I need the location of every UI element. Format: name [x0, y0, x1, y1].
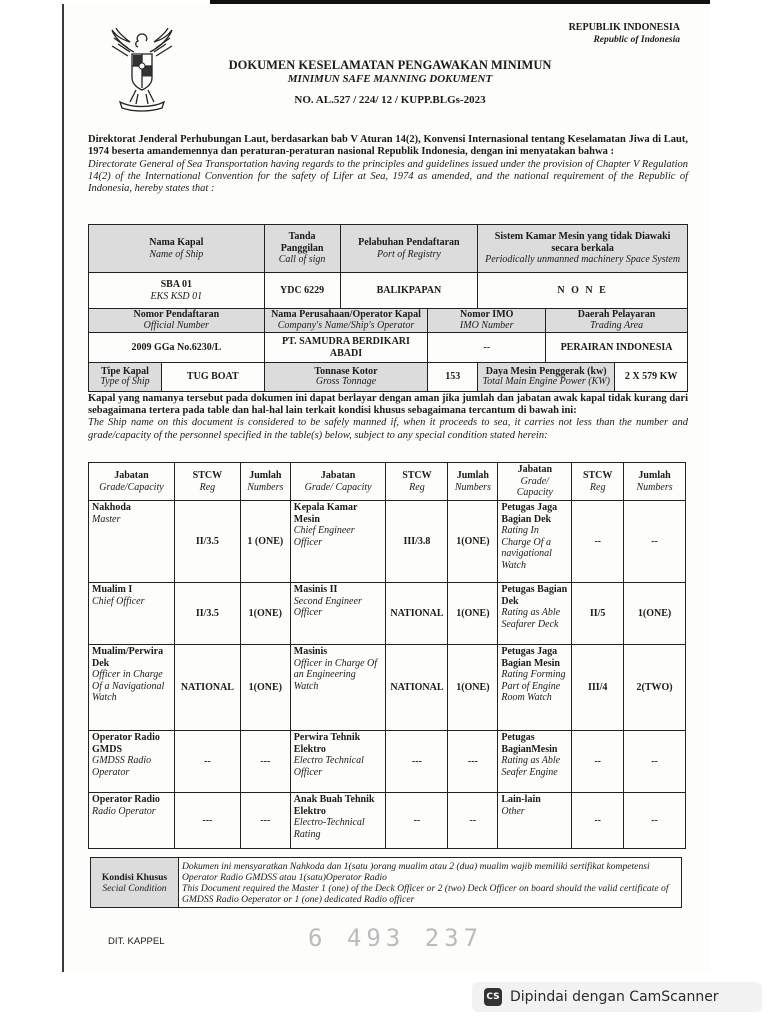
camscanner-icon: CS — [484, 988, 502, 1006]
header-company: Nama Perusahaan/Operator Kapal Company's Name/Ship's Operator — [264, 309, 428, 333]
crew-grade-cell: Mualim I Chief Officer — [89, 583, 175, 645]
header-trading-area: Daerah Pelayaran Trading Area — [546, 309, 688, 333]
crew-grade-cell: Masinis Officer in Charge Of an Engineering Watch — [290, 645, 386, 731]
special-condition-table — [90, 857, 682, 908]
crew-grade-cell: Perwira Tehnik Elektro Electro Technical Officer — [290, 731, 386, 793]
crew-header-6: Jabatan Grade/ Capacity — [498, 463, 572, 501]
call-sign-value: YDC 6229 — [264, 273, 340, 309]
crew-number-cell: 1(ONE) — [624, 583, 686, 645]
intro-id: Direktorat Jenderal Perhubungan Laut, berdasarkan bab V Aturan 14(2), Konvensi Internasional tentang Keselamatan Jiwa di Laut, 1974 beserta amandemennya dan peraturan-peraturan nasional Republik Indonesia, dengan ini menyatakan bahwa : — [88, 134, 688, 158]
manning-statement-en: The Ship name on this document is considered to be safely manned if, when it proceeds to sea, it carries not less than the number and grade/capacity of the personnel specified in the table(s) below, subject to any special condition stated herein: — [88, 417, 688, 441]
engine-power-value: 2 X 579 KW — [624, 370, 678, 382]
crew-number-cell: 2(TWO) — [624, 645, 686, 731]
crew-table-row — [89, 583, 686, 645]
crew-number-cell: 1(ONE) — [240, 645, 290, 731]
garuda-emblem-icon — [108, 28, 176, 114]
trading-area-value: PERAIRAN INDONESIA — [546, 333, 688, 363]
crew-table-row — [89, 645, 686, 731]
header-engine-power-en: Total Main Engine Power (KW) — [482, 376, 610, 387]
crew-header-1: STCW Reg — [174, 463, 240, 501]
intro-en: Directorate General of Sea Transportation having regards to the principles and guidelines issued under the provision of Chapter V Regulation 14(2) of the International Convention for the safety of Lifer at Sea, 1974 as amended, and the national requirement of the Republic of Indonesia, hereby states that : — [88, 158, 688, 195]
crew-number-cell: 1(ONE) — [448, 645, 498, 731]
header-engine-power: Daya Mesin Penggerak (kw) — [485, 365, 607, 377]
crew-table-header — [89, 463, 686, 501]
header-port-registry: Pelabuhan Pendaftaran Port of Registry — [340, 225, 478, 273]
crew-header-4: STCW Reg — [386, 463, 448, 501]
crew-number-cell: 1(ONE) — [448, 501, 498, 583]
crew-header-2: Jumlah Numbers — [240, 463, 290, 501]
crew-number-cell: -- — [448, 793, 498, 849]
crew-grade-cell: Petugas Bagian Dek Rating as Able Seafarer Deck — [498, 583, 572, 645]
crew-stcw-cell: -- — [572, 793, 624, 849]
republic-id: REPUBLIK INDONESIA — [568, 22, 680, 33]
ship-name-cell: SBA 01 EKS KSD 01 — [89, 273, 265, 309]
republic-header — [560, 22, 680, 46]
crew-grade-cell: Kepala Kamar Mesin Chief Engineer Officer — [290, 501, 386, 583]
crew-stcw-cell: -- — [174, 731, 240, 793]
ship-type-value: TUG BOAT — [186, 370, 239, 382]
port-value: BALIKPAPAN — [340, 273, 478, 309]
header-gross-tonnage: Tonnase Kotor Gross Tonnage — [264, 363, 428, 392]
crew-grade-cell: Operator Radio Radio Operator — [89, 793, 175, 849]
company-value: PT. SAMUDRA BERDIKARI ABADI — [264, 333, 428, 363]
crew-number-cell: 1(ONE) — [448, 583, 498, 645]
crew-stcw-cell: II/3.5 — [174, 583, 240, 645]
crew-header-0: Jabatan Grade/Capacity — [89, 463, 175, 501]
special-condition-text — [179, 858, 682, 908]
crew-table-row — [89, 501, 686, 583]
crew-header-3: Jabatan Grade/ Capacity — [290, 463, 386, 501]
crew-table-row — [89, 731, 686, 793]
special-condition-en: This Document required the Master 1 (one) of the Deck Officer or 2 (two) Deck Officer on board should the valid certificate of GMDSS Radio Oeperator or 1 (one) dedicated Radio officer — [182, 882, 669, 905]
department-label: DIT. KAPPEL — [108, 936, 165, 947]
special-condition-id: Dokumen ini mensyaratkan Nahkoda dan 1(satu )orang mualim atau 2 (dua) mualim wajib memiliki sertifikat kompetensi Operator Radio GMDSS atau 1(satu)Operator Radio — [182, 860, 650, 883]
intro-paragraph — [88, 134, 688, 195]
crew-stcw-cell: III/3.8 — [386, 501, 448, 583]
crew-grade-cell: Anak Buah Tehnik Elektro Electro-Technical Rating — [290, 793, 386, 849]
crew-grade-cell: Lain-lain Other — [498, 793, 572, 849]
crew-number-cell: --- — [240, 731, 290, 793]
ship-particulars-table — [88, 224, 688, 392]
engine-power-cell — [478, 363, 688, 392]
republic-en: Republic of Indonesia — [593, 35, 680, 45]
crew-stcw-cell: -- — [572, 501, 624, 583]
crew-header-8: Jumlah Numbers — [624, 463, 686, 501]
official-number-value: 2009 GGa No.6230/L — [89, 333, 265, 363]
crew-table-row — [89, 793, 686, 849]
imo-value: -- — [428, 333, 546, 363]
title-en: MINIMUN SAFE MANNING DOKUMENT — [287, 73, 493, 85]
header-ship-type-en: Type of Ship — [100, 376, 150, 387]
crew-header-7: STCW Reg — [572, 463, 624, 501]
crew-stcw-cell: III/4 — [572, 645, 624, 731]
crew-number-cell: 1(ONE) — [240, 583, 290, 645]
unmanned-system-value: N O N E — [478, 273, 688, 309]
crew-number-cell: -- — [624, 501, 686, 583]
crew-stcw-cell: -- — [572, 731, 624, 793]
crew-stcw-cell: --- — [386, 731, 448, 793]
crew-number-cell: -- — [624, 793, 686, 849]
crew-header-5: Jumlah Numbers — [448, 463, 498, 501]
crew-number-cell: --- — [448, 731, 498, 793]
crew-stcw-cell: II/3.5 — [174, 501, 240, 583]
crew-number-cell: 1 (ONE) — [240, 501, 290, 583]
gross-tonnage-value: 153 — [428, 363, 478, 392]
document-number: NO. AL.527 / 224/ 12 / KUPP.BLGs-2023 — [294, 94, 486, 106]
header-call-sign: Tanda Panggilan Call of sign — [264, 225, 340, 273]
title-id: DOKUMEN KESELAMATAN PENGAWAKAN MINIMUN — [228, 58, 552, 72]
crew-stcw-cell: NATIONAL — [386, 645, 448, 731]
crew-grade-cell: Operator Radio GMDS GMDSS Radio Operator — [89, 731, 175, 793]
crew-grade-cell: Petugas Jaga Bagian Mesin Rating Forming Part of Engine Room Watch — [498, 645, 572, 731]
camscanner-label: Dipindai dengan CamScanner — [510, 989, 719, 1005]
crew-grade-cell: Mualim/Perwira Dek Officer in Charge Of a Navigational Watch — [89, 645, 175, 731]
crew-stcw-cell: --- — [174, 793, 240, 849]
special-condition-label: Kondisi Khusus Secial Condition — [91, 858, 179, 908]
manning-statement — [88, 393, 688, 442]
crew-grade-cell: Masinis II Second Engineer Officer — [290, 583, 386, 645]
crew-stcw-cell: NATIONAL — [386, 583, 448, 645]
camscanner-watermark — [472, 982, 762, 1012]
manning-statement-id: Kapal yang namanya tersebut pada dokumen ini dapat berlayar dengan aman jika jumlah dan jabatan awak kapal tidak kurang dari sebagaimana tertera pada table dan hal-hal lain terkait kondisi khusus sebagaimana tercantum di bawah ini: — [88, 393, 688, 417]
document-title — [180, 58, 600, 106]
crew-stcw-cell: II/5 — [572, 583, 624, 645]
crew-number-cell: -- — [624, 731, 686, 793]
crew-grade-cell: Petugas Jaga Bagian Dek Rating In Charge Of a navigational Watch — [498, 501, 572, 583]
crew-grade-cell: Petugas BagianMesin Rating as Able Seafer Engine — [498, 731, 572, 793]
crew-stcw-cell: -- — [386, 793, 448, 849]
crew-requirements-table — [88, 462, 686, 849]
crew-stcw-cell: NATIONAL — [174, 645, 240, 731]
header-official-number: Nomor Pendaftaran Official Number — [89, 309, 265, 333]
crew-grade-cell: Nakhoda Master — [89, 501, 175, 583]
header-unmanned-system: Sistem Kamar Mesin yang tidak Diawaki secara berkala Periodically unmanned machinery Space System — [478, 225, 688, 273]
serial-number: 6 493 237 — [308, 924, 484, 952]
header-ship-type: Tipe Kapal — [101, 365, 149, 377]
crew-number-cell: --- — [240, 793, 290, 849]
header-imo: Nomor IMO IMO Number — [428, 309, 546, 333]
header-ship-name: Nama Kapal Name of Ship — [89, 225, 265, 273]
ship-type-cell — [89, 363, 265, 392]
